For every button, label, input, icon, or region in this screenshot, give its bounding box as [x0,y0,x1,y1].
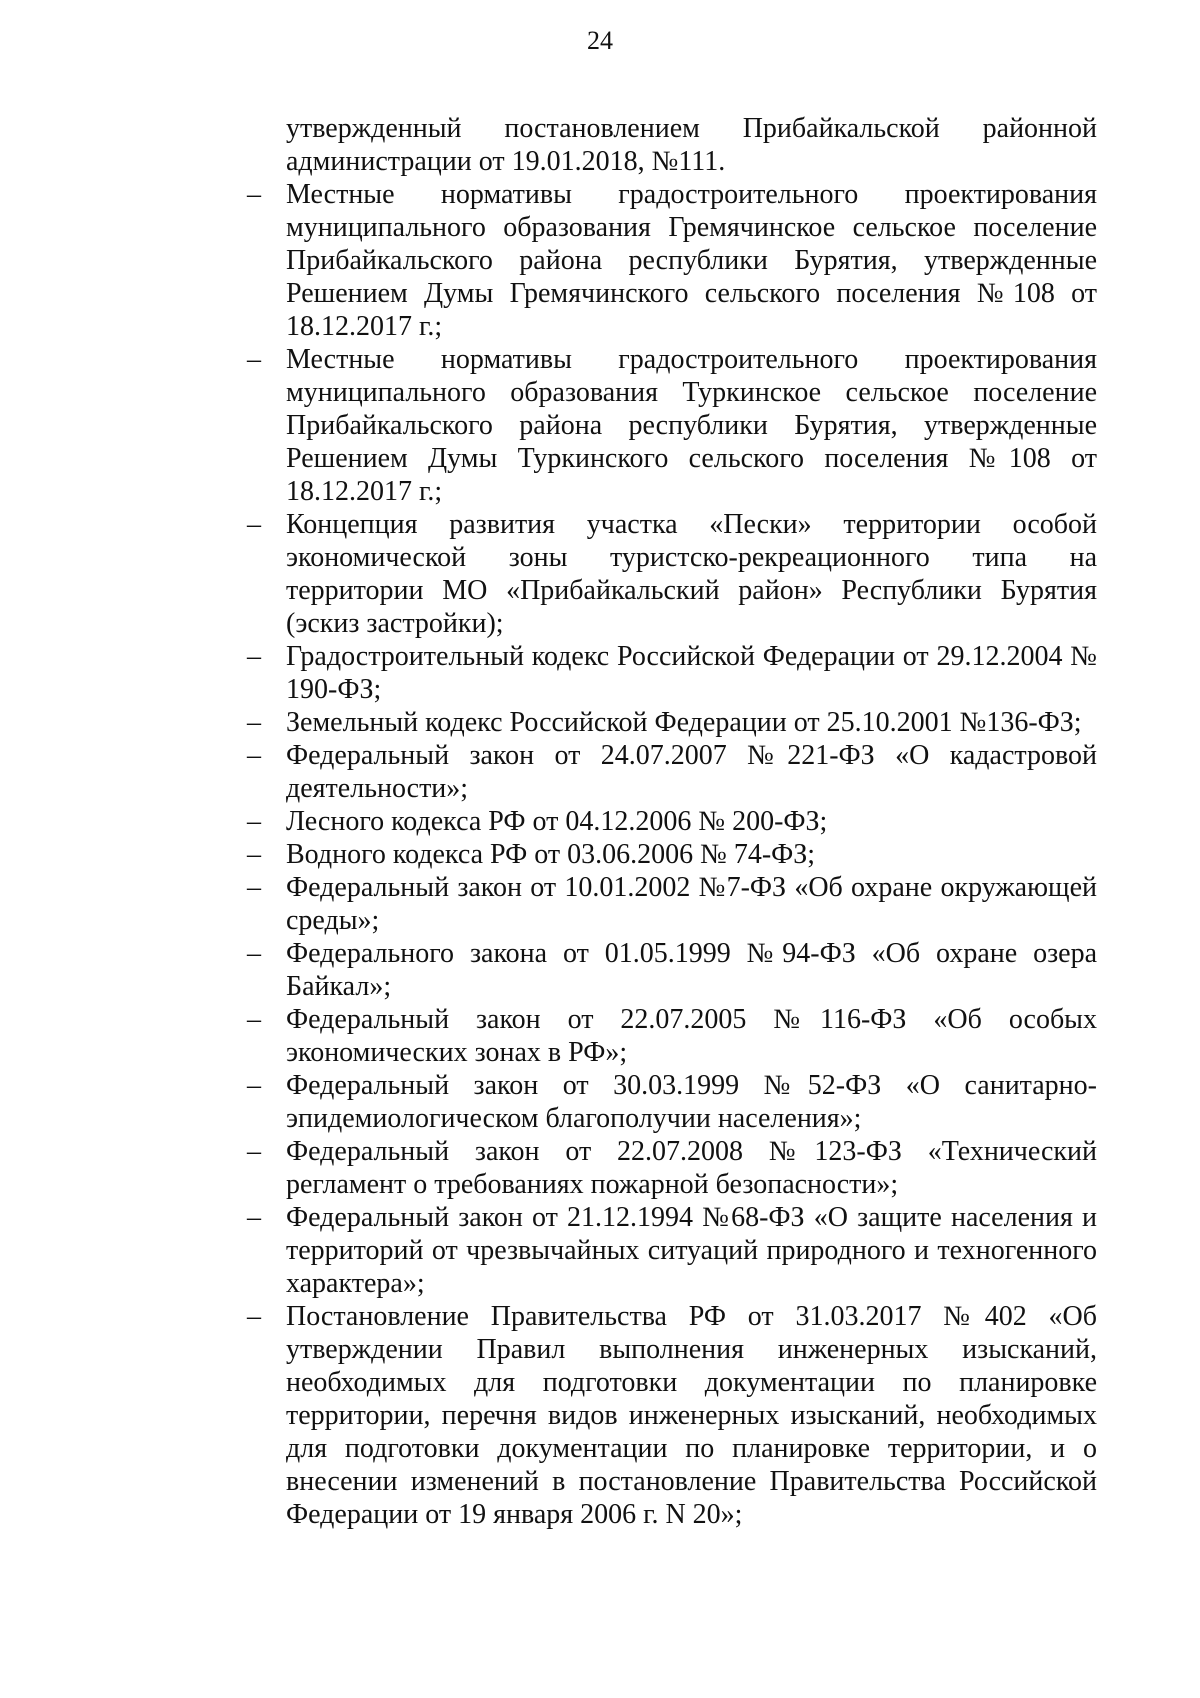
dash-bullet: – [247,938,261,969]
dash-bullet: – [247,872,261,903]
list-item [247,1201,1097,1300]
list-item [247,1069,1097,1135]
regulations-list [247,178,1097,1531]
document-body [247,112,1097,1531]
list-item-text: Концепция развития участка «Пески» территории особой экономической зоны туристско-рекреационного типа на территории МО «Прибайкальский район» Республики Бурятия (эскиз застройки); [286,509,1097,639]
dash-bullet: – [247,179,261,210]
continuation-paragraph: утвержденный постановлением Прибайкальской районной администрации от 19.01.2018, №111. [286,113,1097,177]
list-item [247,1300,1097,1531]
dash-bullet: – [247,707,261,738]
list-item-text: Федерального закона от 01.05.1999 №94-ФЗ «Об охране озера Байкал»; [286,938,1097,1002]
dash-bullet: – [247,806,261,837]
dash-bullet: – [247,1202,261,1233]
dash-bullet: – [247,1070,261,1101]
list-item-text: Лесного кодекса РФ от 04.12.2006 № 200-ФЗ; [286,806,828,837]
page-number: 24 [587,26,613,55]
list-item-text: Градостроительный кодекс Российской Федерации от 29.12.2004 № 190-ФЗ; [286,641,1097,705]
dash-bullet: – [247,839,261,870]
list-item-text: Водного кодекса РФ от 03.06.2006 № 74-ФЗ; [286,839,816,870]
list-item-text: Федеральный закон от 21.12.1994 №68-ФЗ «О защите населения и территорий от чрезвычайных ситуаций природного и техногенного характера»; [286,1202,1097,1299]
list-item [247,838,1097,871]
list-item [247,871,1097,937]
dash-bullet: – [247,1136,261,1167]
list-item [247,805,1097,838]
list-item [247,1135,1097,1201]
list-item-text: Постановление Правительства РФ от 31.03.2017 №402 «Об утверждении Правил выполнения инженерных изысканий, необходимых для подготовки документации по планировке территории, перечня видов инженерных изысканий, необходимых для подготовки документации по планировке территории, и о внесении изменений в постановление Правительства Российской Федерации от 19 января 2006 г. N 20»; [286,1301,1097,1530]
list-item-text: Земельный кодекс Российской Федерации от 25.10.2001 №136-ФЗ; [286,707,1082,738]
list-item [247,706,1097,739]
list-item-text: Федеральный закон от 22.07.2008 №123-ФЗ «Технический регламент о требованиях пожарной безопасности»; [286,1136,1097,1200]
list-item [247,937,1097,1003]
list-item-text: Местные нормативы градостроительного проектирования муниципального образования Туркинское сельское поселение Прибайкальского района республики Бурятия, утвержденные Решением Думы Туркинского сельского поселения №108 от 18.12.2017 г.; [286,344,1097,507]
list-item [247,508,1097,640]
list-item [247,640,1097,706]
dash-bullet: – [247,740,261,771]
dash-bullet: – [247,509,261,540]
dash-bullet: – [247,1004,261,1035]
list-item-text: Федеральный закон от 24.07.2007 №221-ФЗ «О кадастровой деятельности»; [286,740,1097,804]
list-item [247,1003,1097,1069]
list-item [247,178,1097,343]
dash-bullet: – [247,344,261,375]
dash-bullet: – [247,641,261,672]
list-item-text: Федеральный закон от 30.03.1999 №52-ФЗ «О санитарно-эпидемиологическом благополучии населения»; [286,1070,1097,1134]
list-item-text: Федеральный закон от 22.07.2005 №116-ФЗ «Об особых экономических зонах в РФ»; [286,1004,1097,1068]
list-item-text: Местные нормативы градостроительного проектирования муниципального образования Гремячинское сельское поселение Прибайкальского района республики Бурятия, утвержденные Решением Думы Гремячинского сельского поселения №108 от 18.12.2017 г.; [286,179,1097,342]
list-item-text: Федеральный закон от 10.01.2002 №7-ФЗ «Об охране окружающей среды»; [286,872,1097,936]
dash-bullet: – [247,1301,261,1332]
list-item [247,343,1097,508]
list-item [247,739,1097,805]
